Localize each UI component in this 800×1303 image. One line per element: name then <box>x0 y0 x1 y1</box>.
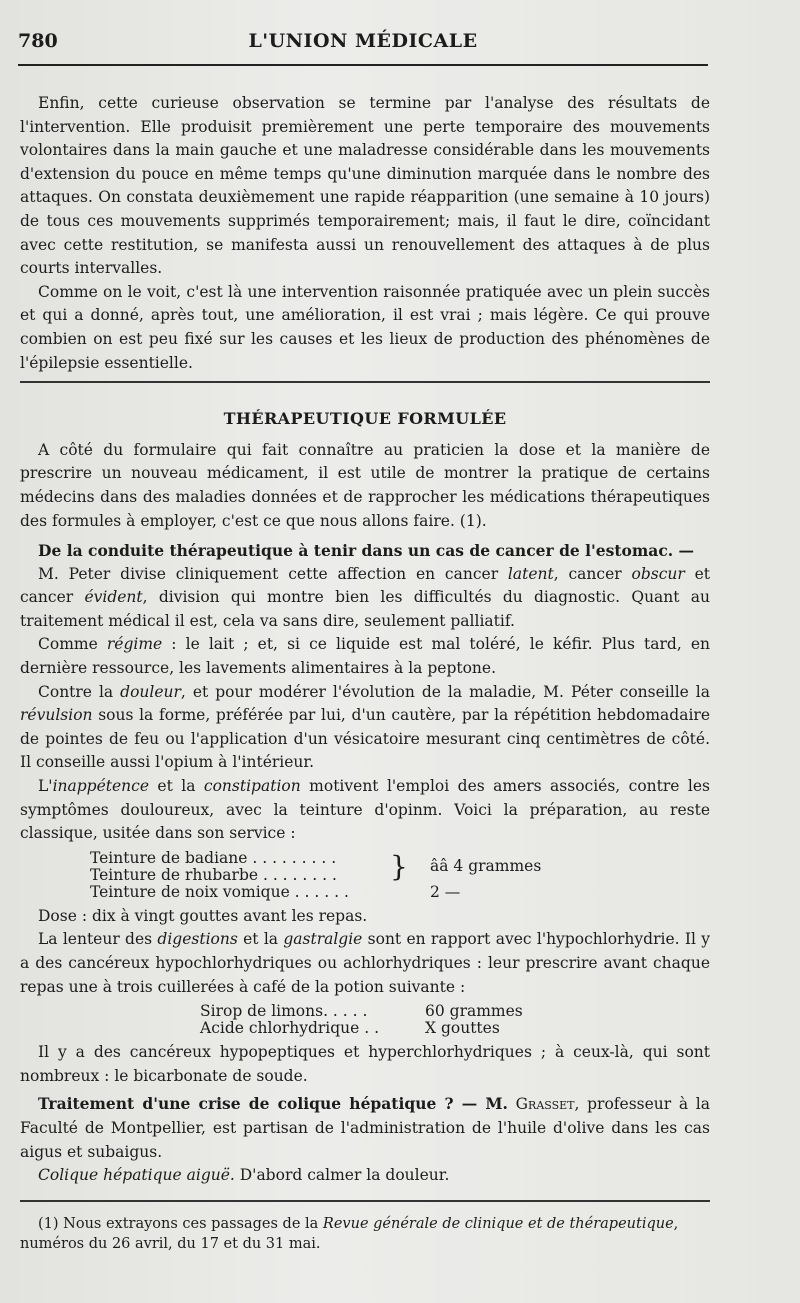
dose-line: Dose : dix à vingt gouttes avant les repas. <box>38 906 368 925</box>
cancer-paragraph-inappetence: L'inappétence et la constipation motivent l'emploi des amers associés, contre les symptômes douloureux, avec la teinture d'opinm. Voici la préparation, au reste classique, usitée dans son service : <box>20 777 710 843</box>
section-divider <box>20 381 710 383</box>
cancer-paragraph-regime: Comme régime : le lait ; et, si ce liquide est mal toléré, le kéfir. Plus tard, en dernière ressource, les lavements alimentaires à la peptone. <box>20 635 710 678</box>
paragraph-intervention-results: Enfin, cette curieuse observation se termine par l'analyse des résultats de l'intervention. Elle produisit premièrement une perte temporaire des mouvements volontaires dans la main gauche et une maladresse considérable dans les mouvements d'extension du pouce en même temps qu'une diminution marquée dans le nombre des attaques. On constata deuxièmement une rapide réapparition (une semaine à 10 jours) de tous ces mouvements supprimés temporairement; mais, il faut le dire, coïncidant avec cette restitution, se manifesta aussi un renouvellement des attaques à de plus courts intervalles. <box>20 94 710 278</box>
footnote: (1) Nous extrayons ces passages de la Revue générale de clinique et de thérapeutique, numéros du 26 avril, du 17 et du 31 mai. <box>20 1215 679 1252</box>
section-title: THÉRAPEUTIQUE FORMULÉE <box>223 409 507 429</box>
cancer-paragraph-1: M. Peter divise cliniquement cette affection en cancer latent, cancer obscur et cancer évident, division qui montre bien les difficultés du diagnostic. Quant au traitement médical il est, cela va sans dire, seulement palliatif. <box>20 564 710 630</box>
paragraph-conclusion: Comme on le voit, c'est là une intervention raisonnée pratiquée avec un plein succès et qui a donné, après tout, une amélioration, il est vrai ; mais légère. Ce qui prouve combien on est peu fixé sur les causes et les lieux de production des phénomènes de l'épilepsie essentielle. <box>20 282 710 372</box>
formula-ingredients: Teinture de badiane . . . . . . . . . Teinture de rhubarbe . . . . . . . . Teinture de noix vomique . . . . . . <box>90 848 349 901</box>
potion-doses: 60 grammes X gouttes <box>425 1002 523 1038</box>
page-body <box>20 92 710 1254</box>
cancer-paragraph-douleur: Contre la douleur, et pour modérer l'évolution de la maladie, M. Péter conseille la révulsion sous la forme, préférée par lui, d'un cautère, par la répétition hebdomadaire de pointes de feu ou l'application d'un vésicatoire mesurant cinq centimètres de côté. Il conseille aussi l'opium à l'intérieur. <box>20 682 711 772</box>
colique-paragraph: Traitement d'une crise de colique hépatique ? — M. Grasset, professeur à la Faculté de Montpellier, est partisan de l'administration de l'huile d'olive dans les cas aigus et subaigus. <box>20 1094 710 1161</box>
formula-brace: } <box>390 849 408 883</box>
colique-subparagraph: Colique hépatique aiguë. D'abord calmer la douleur. <box>38 1166 450 1185</box>
footnote-divider <box>20 1200 710 1202</box>
cancer-paragraph-digestions: La lenteur des digestions et la gastralgie sont en rapport avec l'hypochlorhydrie. Il y a des cancéreux hypochlorhydriques ou achlorhydriques : leur prescrire avant chaque repas une à trois cuillerées à café de la potion suivante : <box>20 930 711 996</box>
formula-potion <box>200 1003 710 1037</box>
journal-title: L'UNION MÉDICALE <box>248 30 478 52</box>
cancer-paragraph-hypopeptiques: Il y a des cancéreux hypopeptiques et hyperchlorhydriques ; à ceux-là, qui sont nombreux : le bicarbonate de soude. <box>20 1043 710 1085</box>
page-header <box>18 26 708 54</box>
header-rule <box>18 64 708 66</box>
cancer-heading: De la conduite thérapeutique à tenir dans un cas de cancer de l'estomac. — <box>38 541 695 561</box>
potion-ingredients: Sirop de limons. . . . . Acide chlorhydrique . . <box>200 1002 380 1038</box>
section-intro: A côté du formulaire qui fait connaître au praticien la dose et la manière de prescrire un nouveau médicament, il est utile de montrer la pratique de certains médecins dans des maladies données et de rapprocher les médications thérapeutiques des formules à employer, c'est ce que nous allons faire. (1). <box>20 440 710 530</box>
formula-amers <box>90 850 710 901</box>
formula-doses: ââ 4 grammes 2 — <box>430 856 542 901</box>
page-number: 780 <box>18 30 58 52</box>
